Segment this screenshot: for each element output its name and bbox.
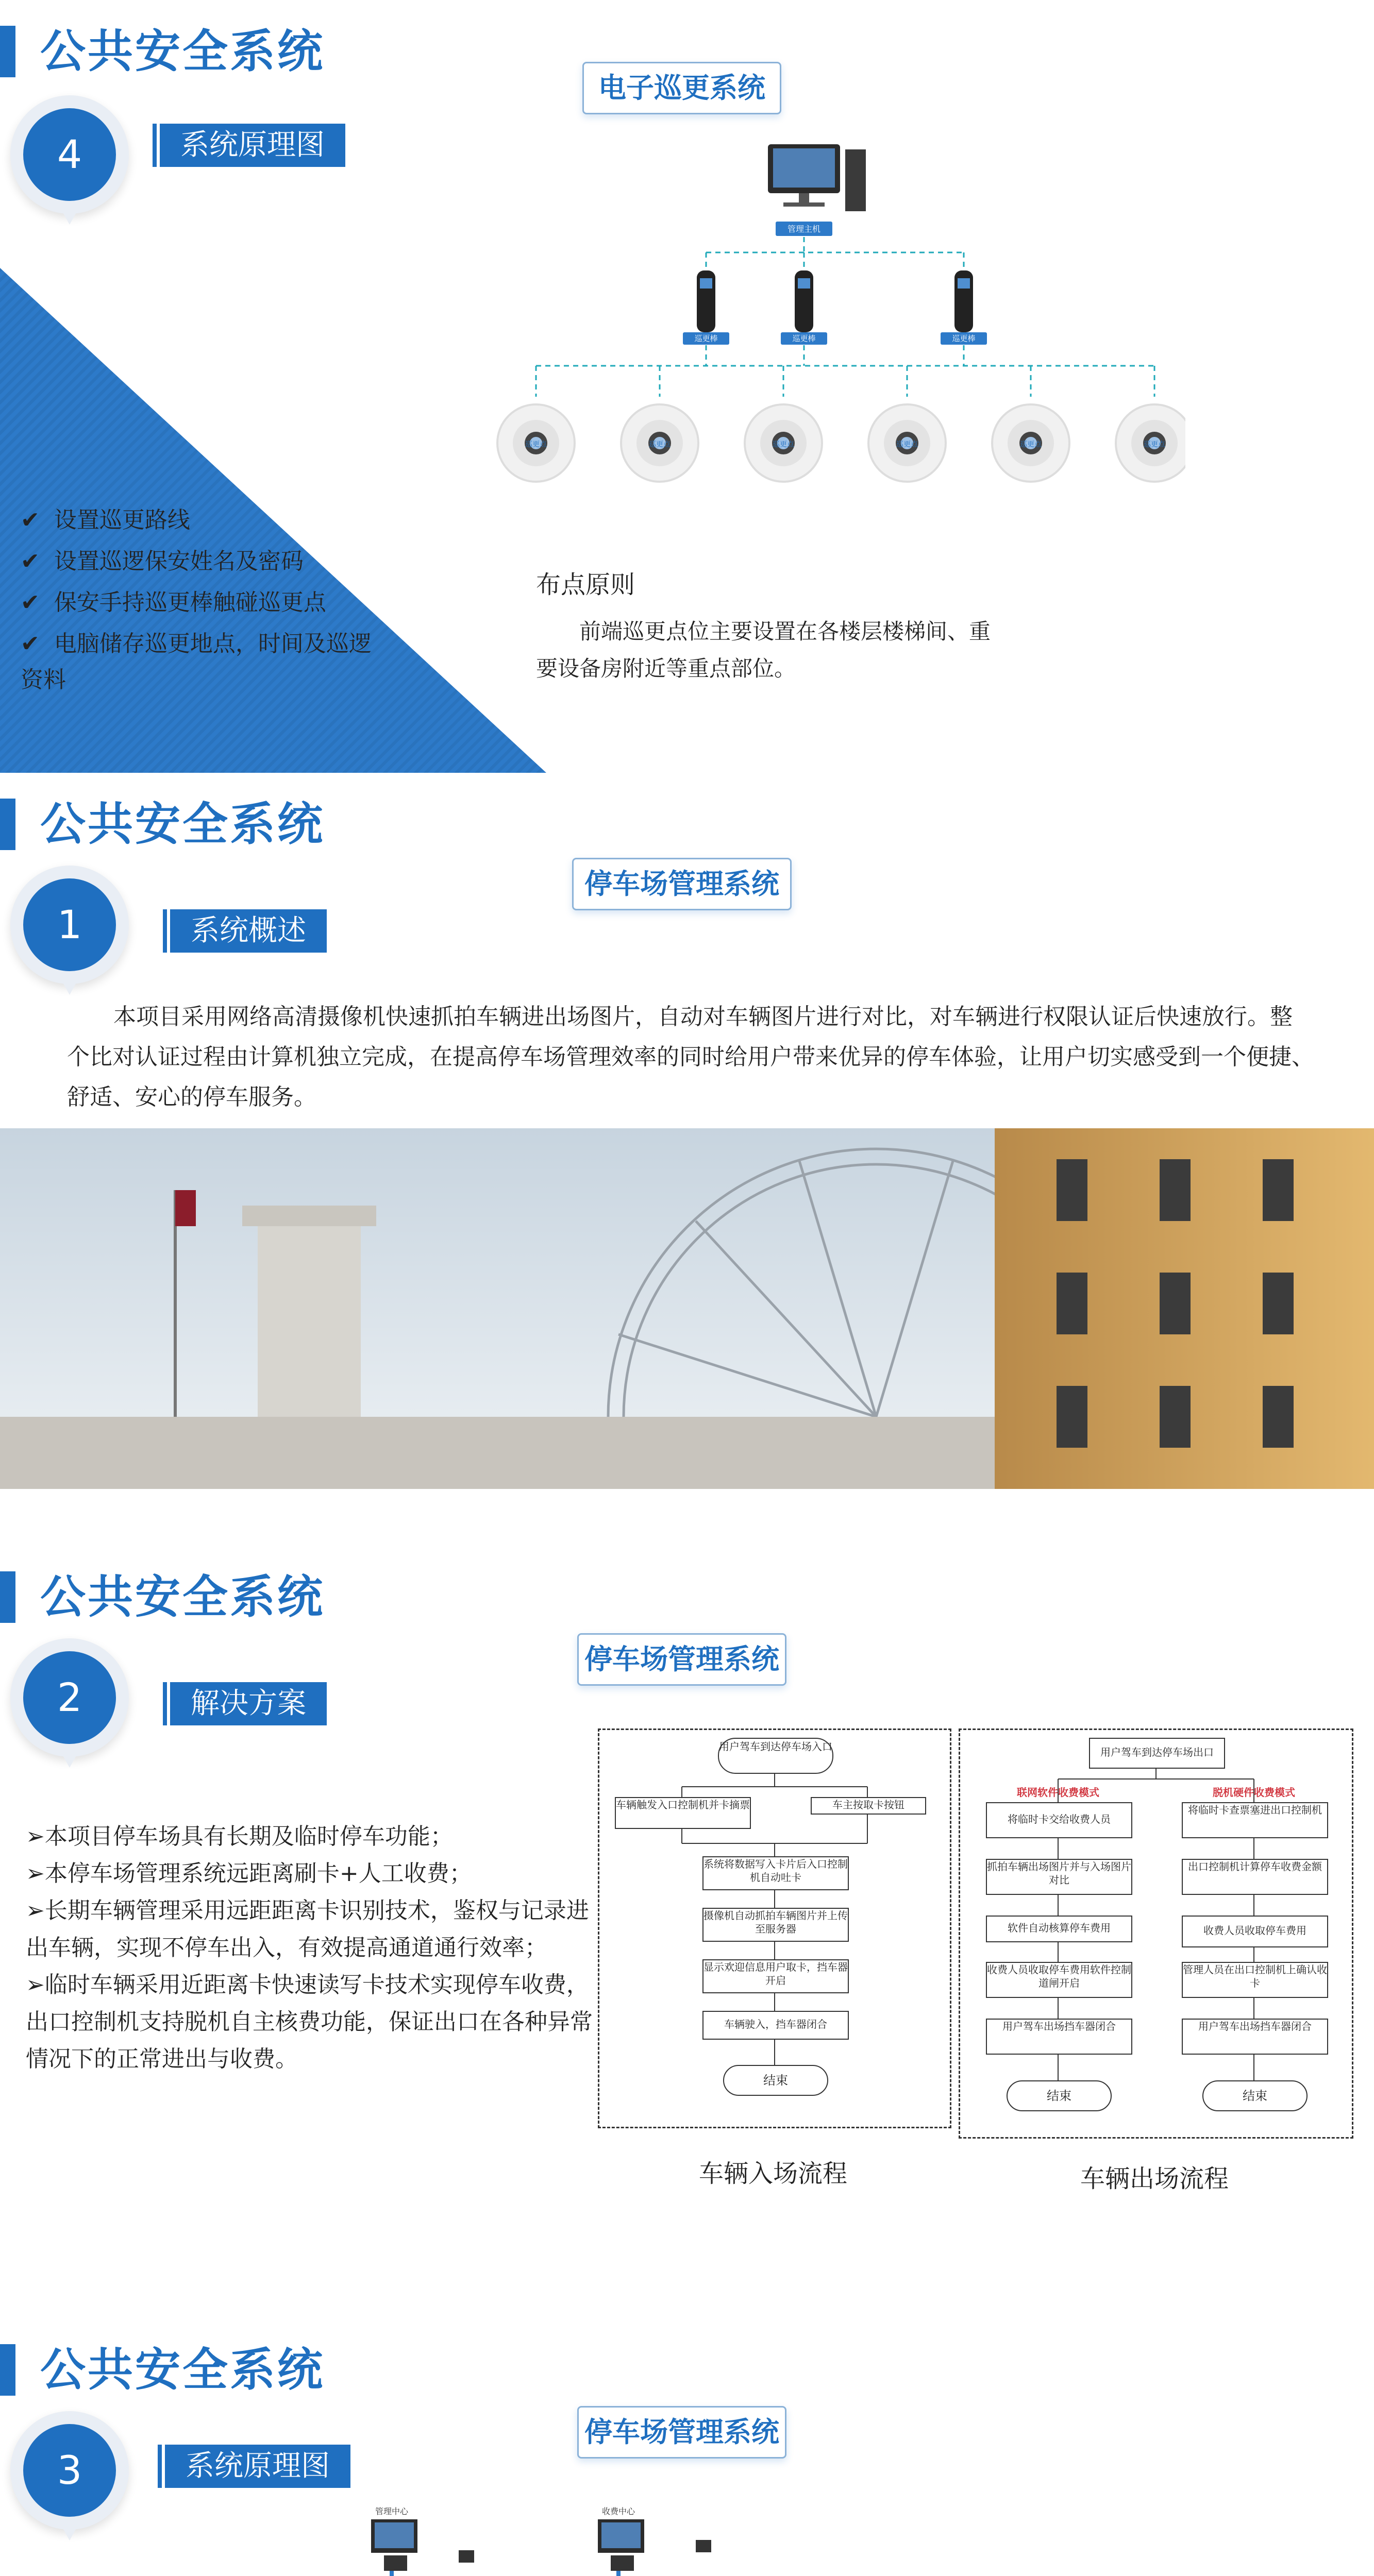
exit-flowchart <box>959 1728 1353 2139</box>
system-pill: 电子巡更系统 <box>582 62 781 114</box>
flow-step: 用户驾车出场挡车器闭合 <box>986 2019 1132 2055</box>
exit-caption: 车辆出场流程 <box>1080 2164 1229 2193</box>
solution-line: 情况下的正常进出与收费。 <box>26 2046 298 2072</box>
section-ribbon: 系统原理图 <box>165 2445 350 2488</box>
section-title: 公共安全系统 <box>40 2343 325 2396</box>
flow-end: 结束 <box>723 2065 828 2096</box>
bullet-item: ✔ 设置巡更路线 <box>21 507 190 533</box>
center-label: 管理中心 <box>375 2506 409 2516</box>
section-badge <box>10 95 129 214</box>
overview-paragraph: 本项目采用网络高清摄像机快速抓拍车辆进出场图片，自动对车辆图片进行对比，对车辆进行权限认证后快速放行。整 个比对认证过程由计算机独立完成，在提高停车场管理效率的同时给用户带来优异的停车体验，让用户切实感受到一个便捷、 舒适、安心的停车服务。 <box>67 1004 1314 1110</box>
mode-label: 联网软件收费模式 <box>1017 1786 1099 1799</box>
host-label: 管理主机 <box>787 224 821 234</box>
flow-step: 车主按取卡按钮 <box>811 1797 926 1815</box>
section-badge: 1 <box>10 866 129 984</box>
principle-title: 布点原则 <box>536 570 635 599</box>
section-title: 公共安全系统 <box>40 25 325 78</box>
section-ribbon: 系统概述 <box>170 909 327 953</box>
system-pill: 停车场管理系统 <box>577 2406 786 2459</box>
reader-label: 巡更棒 <box>952 334 976 343</box>
section-badge: 2 <box>10 1638 129 1757</box>
mode-label: 脱机硬件收费模式 <box>1213 1786 1295 1799</box>
bullet-item: ✔ 电脑储存巡更地点，时间及巡逻资料 <box>21 631 372 693</box>
flow-end: 结束 <box>1007 2080 1112 2111</box>
flow-step: 出口控制机计算停车收费金额 <box>1182 1859 1328 1895</box>
parking-network-diagram <box>309 2499 799 2576</box>
flow-step: 用户驾车出场挡车器闭合 <box>1182 2019 1328 2055</box>
flow-step: 车辆驶入，挡车器闭合 <box>702 2011 849 2040</box>
badge-number: 4 <box>23 108 116 201</box>
patrol-diagram <box>490 124 1185 536</box>
flow-step: 收费人员收取停车费用 <box>1182 1916 1328 1947</box>
solution-line: 出车辆，实现不停车出入，有效提高通道通行效率； <box>26 1935 547 1961</box>
toll-label: 收费中心 <box>601 2506 635 2516</box>
ferris-wheel-photo <box>0 1128 1374 1489</box>
flow-step: 将临时卡交给收费人员 <box>986 1802 1132 1838</box>
parking-booth-illustration <box>907 2545 1299 2576</box>
bullet-item: ✔ 保安手持巡更棒触碰巡更点 <box>21 589 326 616</box>
solution-line: ➢长期车辆管理采用远距距离卡识别技术，鉴权与记录进 <box>26 1897 589 1924</box>
reader-label: 巡更棒 <box>792 334 816 343</box>
solution-line: ➢本项目停车场具有长期及临时停车功能； <box>26 1823 453 1850</box>
system-pill: 停车场管理系统 <box>577 1633 786 1686</box>
section-title: 公共安全系统 <box>40 798 325 851</box>
bullet-item: ✔ 设置巡逻保安姓名及密码 <box>21 548 304 574</box>
flow-step: 系统将数据写入卡片后入口控制机自动吐卡 <box>702 1856 849 1890</box>
flow-step: 软件自动核算停车费用 <box>986 1916 1132 1942</box>
reader-devices <box>683 270 987 345</box>
point-label: 巡更点 <box>1020 440 1042 449</box>
flow-step: 摄像机自动抓拍车辆图片并上传至服务器 <box>702 1908 849 1942</box>
principle-text: 前端巡更点位主要设置在各楼层楼梯间、重 要设备房附近等重点部位。 <box>536 619 991 681</box>
flow-step: 管理人员在出口控制机上确认收卡 <box>1182 1962 1328 1998</box>
patrol-points <box>497 404 1185 482</box>
system-pill: 停车场管理系统 <box>572 858 792 910</box>
solution-line: ➢本停车场管理系统远距离刷卡+人工收费； <box>26 1860 472 1887</box>
entry-caption: 车辆入场流程 <box>698 2159 847 2188</box>
flow-start: 用户驾车到达停车场出口 <box>1089 1738 1225 1769</box>
flow-step: 收费人员收取停车费用软件控制道闸开启 <box>986 1962 1132 1998</box>
solution-line: ➢临时车辆采用近距离卡快速读写卡技术实现停车收费， <box>26 1972 589 1998</box>
flow-end: 结束 <box>1202 2080 1308 2111</box>
point-label: 巡更点 <box>649 440 671 449</box>
point-label: 巡更点 <box>773 440 794 449</box>
entry-flowchart <box>598 1728 951 2128</box>
point-label: 巡更点 <box>896 440 918 449</box>
solution-line: 出口控制机支持脱机自主核费功能，保证出口在各种异常 <box>26 2009 593 2035</box>
photo-illustration <box>0 1128 1374 1489</box>
flow-step: 抓拍车辆出场图片并与入场图片对比 <box>986 1859 1132 1895</box>
reader-label: 巡更棒 <box>694 334 718 343</box>
flow-step: 车辆触发入口控制机并卡摘票 <box>615 1797 751 1829</box>
point-label: 巡更点 <box>1144 440 1165 449</box>
flow-step: 将临时卡查票塞进出口控制机 <box>1182 1802 1328 1838</box>
section-badge: 3 <box>10 2411 129 2530</box>
point-label: 巡更点 <box>525 440 547 449</box>
section-title: 公共安全系统 <box>40 1570 325 1623</box>
title-bar <box>0 26 15 77</box>
section-ribbon: 系统原理图 <box>160 124 345 167</box>
section-ribbon: 解决方案 <box>170 1682 327 1725</box>
flow-step: 显示欢迎信息用户取卡，挡车器开启 <box>702 1959 849 1993</box>
flow-start: 用户驾车到达停车场入口 <box>718 1738 833 1774</box>
